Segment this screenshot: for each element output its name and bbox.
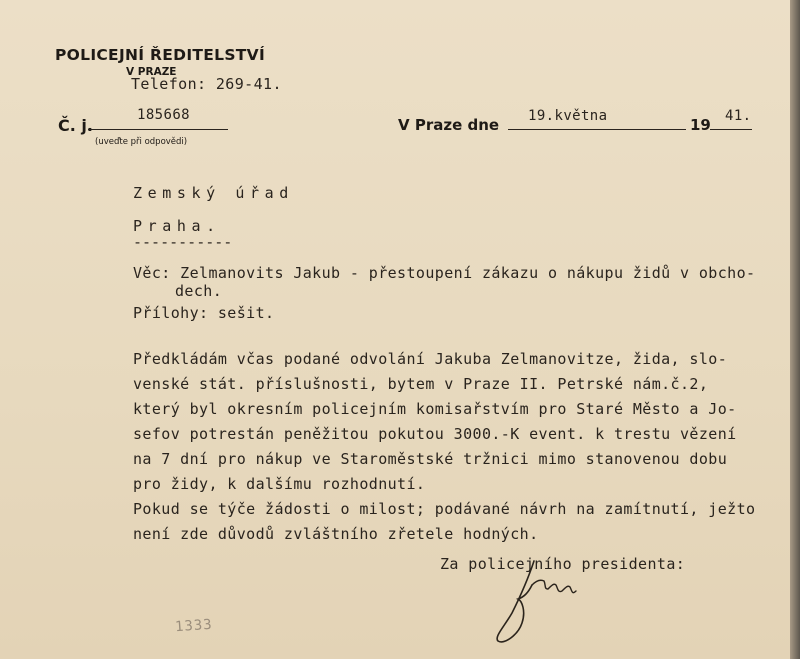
letter-year: 41. — [725, 108, 752, 124]
place-date-label: V Praze dne — [398, 116, 500, 134]
body-line: není zde důvodů zvláštního zřetele hodných. — [133, 525, 539, 543]
reference-number: 185668 — [137, 107, 190, 123]
body-line: Pokud se týče žádosti o milost; podávané návrh na zamítnutí, ježto — [133, 500, 756, 518]
body-line: Předkládám včas podané odvolání Jakuba Zelmanovitze, žida, slo- — [133, 350, 728, 368]
body-line: který byl okresním policejním komisařstvím pro Staré Město a Jo- — [133, 400, 737, 418]
handwritten-signature — [488, 555, 598, 645]
date-underline — [508, 129, 686, 130]
body-line: venské stát. příslušnosti, bytem v Praze II. Petrské nám.č.2, — [133, 375, 709, 393]
body-line: na 7 dní pro nákup ve Staroměstské tržnici mimo stanovenou dobu — [133, 450, 728, 468]
recipient-line-1: Zemský úřad — [133, 184, 294, 202]
attachments-line: Přílohy: sešit. — [133, 304, 275, 322]
letter-date: 19.května — [528, 108, 608, 124]
subject-line: Věc: Zelmanovits Jakub - přestoupení zákazu o nákupu židů v obcho- — [133, 264, 756, 282]
year-prefix: 19 — [690, 116, 711, 134]
reference-note: (uveďte při odpovědi) — [95, 137, 188, 147]
recipient-line-2: Praha. — [133, 217, 221, 235]
office-city: V PRAZE — [126, 66, 177, 78]
body-line: sefov potrestán peněžitou pokutou 3000.-K event. k trestu vězení — [133, 425, 737, 443]
reference-label: Č. j. — [58, 116, 93, 135]
subject-line-continued: dech. — [175, 282, 223, 300]
scan-edge — [790, 0, 800, 659]
reference-underline — [88, 129, 228, 130]
closing-line: Za policejního presidenta: — [440, 555, 686, 573]
office-heading: POLICEJNÍ ŘEDITELSTVÍ — [55, 46, 266, 64]
year-underline — [710, 129, 752, 130]
address-separator: ----------- — [133, 233, 233, 251]
phone-number: Telefon: 269-41. — [131, 75, 282, 93]
faint-stamp-number: 1333 — [174, 616, 214, 636]
body-line: pro židy, k dalšímu rozhodnutí. — [133, 475, 426, 493]
